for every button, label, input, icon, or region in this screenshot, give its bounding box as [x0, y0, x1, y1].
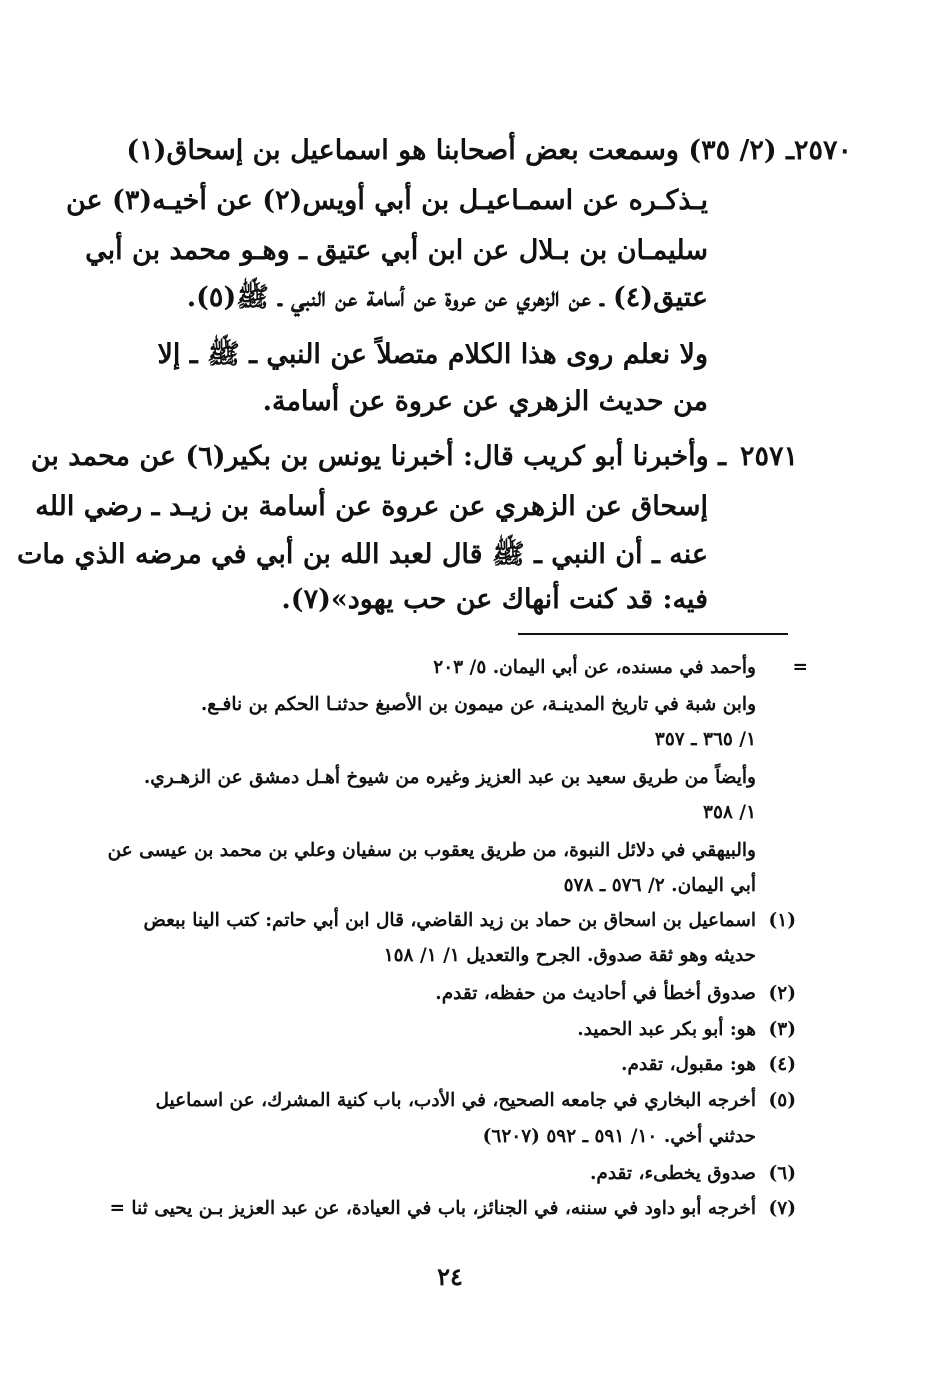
- hadith-number-2571: ٢٥٧١: [739, 441, 798, 472]
- footnote-separator: [518, 633, 788, 635]
- footnote-continuation-line-3a: وأيضاً من طريق سعيد بن عبد العزيز وغيره من شيوخ أهـل دمشق عن الزهـري.: [143, 767, 756, 788]
- footnote-1-line-1: اسماعيل بن اسحاق بن حماد بن زيد القاضي، قال ابن أبي حاتم: كتب الينا ببعض: [143, 910, 756, 931]
- footnote-number-6: (٦): [768, 1163, 796, 1184]
- hadith-2571-line-1: ـ وأخبرنا أبو كريب قال: أخبرنا يونس بن بكير(٦) عن محمد بن: [30, 441, 726, 472]
- hadith-2571-line-4: فيه: قد كنت أنهاك عن حب يهود»(٧).: [281, 584, 708, 615]
- page-number: ٢٤: [437, 1262, 463, 1291]
- footnote-continuation-line-1: وأحمد في مسنده، عن أبي اليمان. ٥/ ٢٠٣: [433, 657, 756, 678]
- footnote-4-text: هو: مقبول، تقدم.: [621, 1054, 756, 1075]
- hadith-2571-line-2: إسحاق عن الزهري عن عروة عن أسامة بن زيـد ـ رضي الله: [35, 491, 708, 522]
- hadith-2570-line-4: عتيق(٤) ـ عن الزهري عن عروة عن أسامة عن النبي ـ ﷺ(٥).: [186, 282, 708, 313]
- footnote-5-line-1: أخرجه البخاري في جامعه الصحيح، في الأدب، باب كنية المشرك، عن اسماعيل: [155, 1090, 756, 1111]
- footnote-3-text: هو: أبو بكر عبد الحميد.: [577, 1019, 756, 1040]
- footnote-continuation-marker: =: [792, 657, 808, 678]
- hadith-2570-line-3: سليمـان بن بـلال عن ابن أبي عتيق ـ وهـو محمد بن أبي: [85, 235, 708, 266]
- footnote-number-7: (٧): [768, 1198, 796, 1219]
- hadith-2570-line-1: ـ (٢/ ٣٥) وسمعت بعض أصحابنا هو اسماعيل بن إسحاق(١): [126, 135, 794, 166]
- footnote-number-1: (١): [768, 910, 796, 931]
- footnote-number-3: (٣): [768, 1019, 796, 1040]
- commentary-2570-line-2: من حديث الزهري عن عروة عن أسامة.: [262, 386, 708, 417]
- footnote-1-line-2: حديثه وهو ثقة صدوق. الجرح والتعديل ١/ ١/ ١٥٨: [383, 945, 756, 966]
- footnote-5-line-2: حدثني أخي. ١٠/ ٥٩١ ـ ٥٩٢ (٦٢٠٧): [482, 1126, 756, 1147]
- footnote-number-5: (٥): [768, 1090, 796, 1111]
- footnote-7-text: أخرجه أبو داود في سننه، في الجنائز، باب في العيادة، عن عبد العزيز بـن يحيى ثنا =: [109, 1198, 756, 1219]
- footnote-number-4: (٤): [768, 1054, 796, 1075]
- footnote-number-2: (٢): [768, 983, 796, 1004]
- footnote-continuation-line-4b: أبي اليمان. ٢/ ٥٧٦ ـ ٥٧٨: [563, 875, 756, 896]
- hadith-2571-line-3: عنه ـ أن النبي ـ ﷺ قال لعبد الله بن أبي في مرضه الذي مات: [17, 539, 708, 570]
- footnote-2-text: صدوق أخطأ في أحاديث من حفظه، تقدم.: [435, 983, 756, 1004]
- footnote-6-text: صدوق يخطىء، تقدم.: [589, 1163, 756, 1184]
- footnote-continuation-line-2b: ١/ ٣٦٥ ـ ٣٥٧: [654, 729, 756, 750]
- hadith-number-2570: ٢٥٧٠: [794, 135, 853, 166]
- footnote-continuation-line-3b: ١/ ٣٥٨: [703, 802, 756, 823]
- footnote-continuation-line-2a: وابن شبة في تاريخ المدينـة، عن ميمون بن الأصبغ حدثنـا الحكم بن نافـع.: [200, 694, 756, 715]
- hadith-2570-line-2: يـذكـره عن اسمـاعيـل بن أبي أويس(٢) عن أخيـه(٣) عن: [65, 185, 708, 216]
- commentary-2570-line-1: ولا نعلم روى هذا الكلام متصلاً عن النبي ـ ﷺ ـ إلا: [157, 339, 708, 370]
- footnote-continuation-line-4a: والبيهقي في دلائل النبوة، من طريق يعقوب بن سفيان وعلي بن محمد بن عيسى عن: [107, 840, 756, 861]
